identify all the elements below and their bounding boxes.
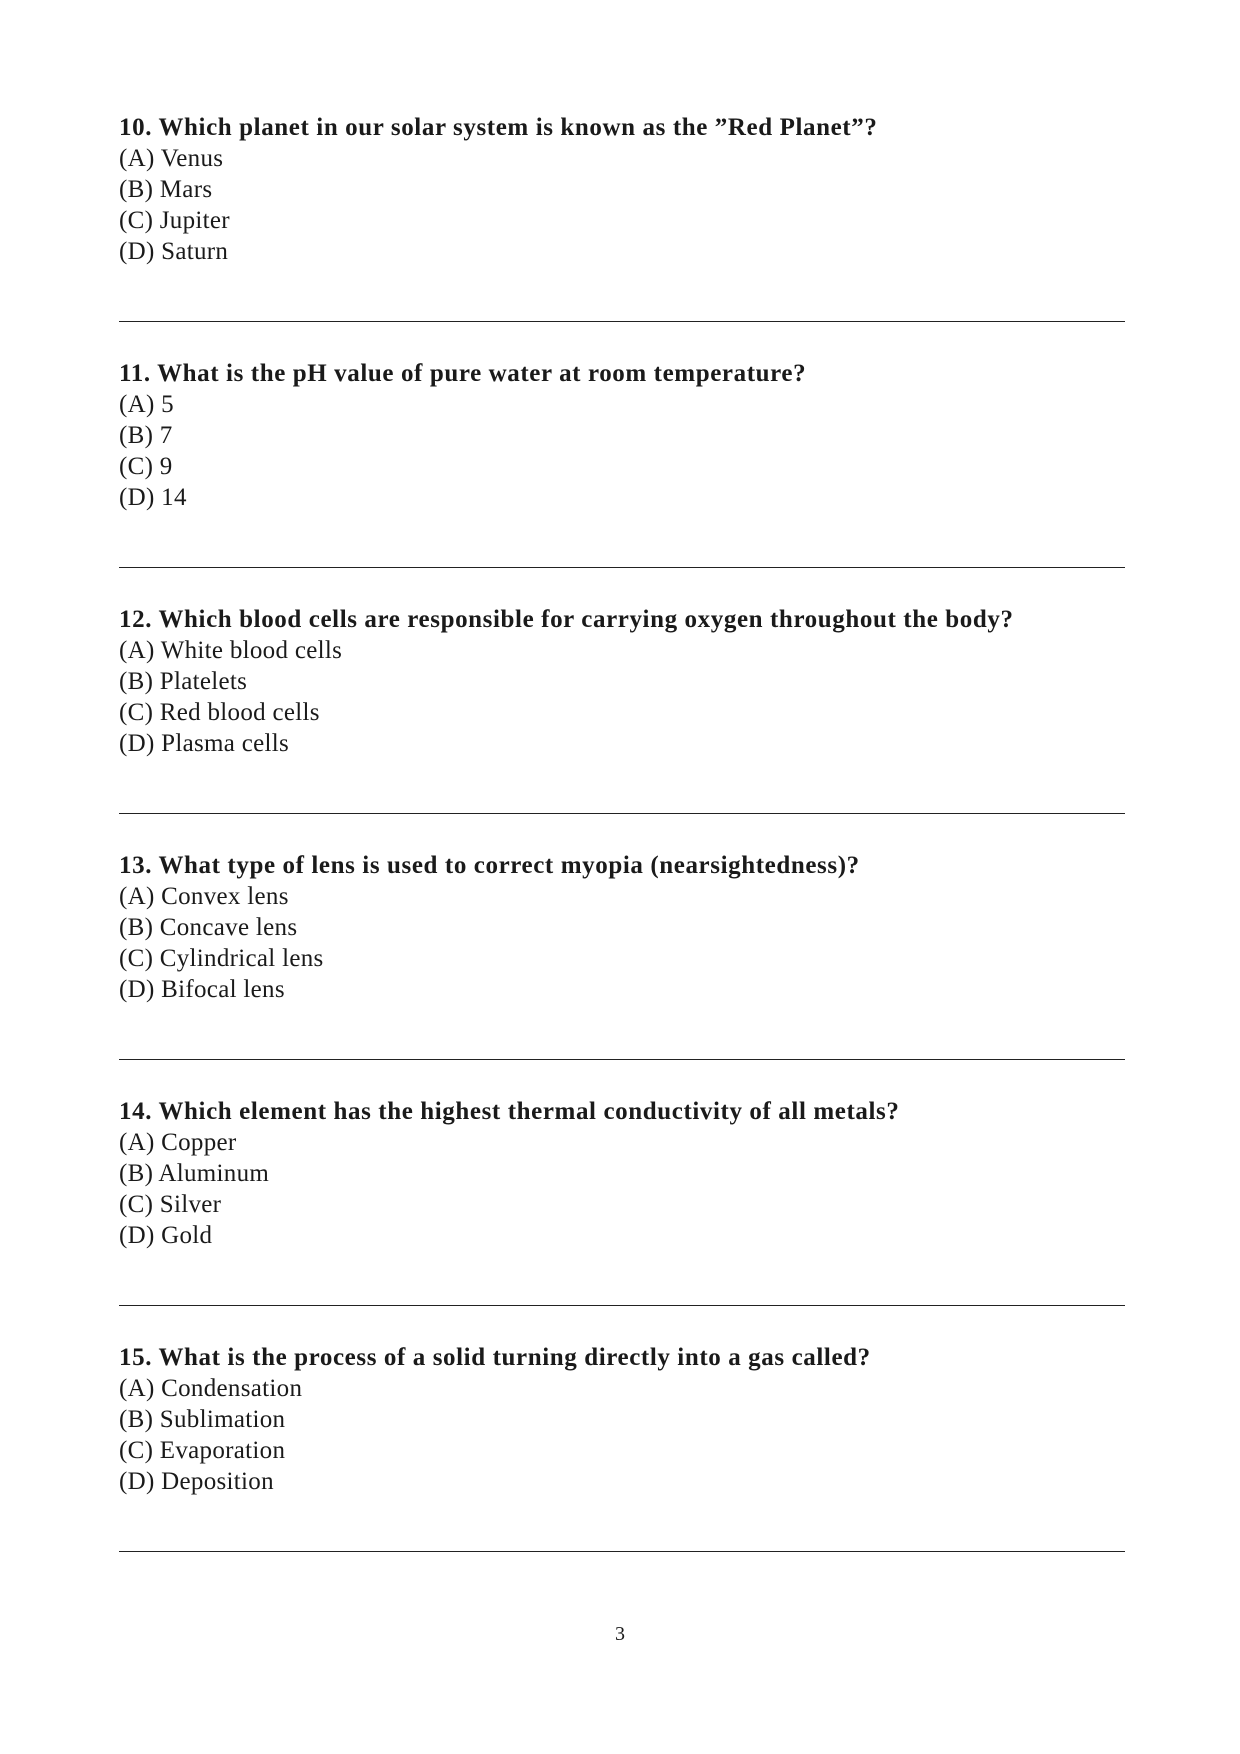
option-d: (D) Plasma cells <box>119 730 290 757</box>
option-b: (B) Mars <box>119 176 213 203</box>
divider <box>119 1059 1125 1060</box>
option-a: (A) Convex lens <box>119 883 289 910</box>
question-text: 10. Which planet in our solar system is known as the ”Red Planet”? <box>119 114 878 141</box>
divider <box>119 813 1125 814</box>
question-10 <box>119 112 1125 267</box>
option-d: (D) 14 <box>119 484 187 511</box>
option-d: (D) Deposition <box>119 1468 274 1495</box>
question-text: 11. What is the pH value of pure water at room temperature? <box>119 360 807 387</box>
option-b: (B) Aluminum <box>119 1160 270 1187</box>
option-c: (C) 9 <box>119 453 173 480</box>
option-a: (A) Condensation <box>119 1375 303 1402</box>
option-b: (B) Platelets <box>119 668 248 695</box>
question-15 <box>119 1342 1125 1497</box>
option-a: (A) White blood cells <box>119 637 343 664</box>
question-text: 13. What type of lens is used to correct myopia (nearsightedness)? <box>119 852 860 879</box>
question-text: 14. Which element has the highest thermal conductivity of all metals? <box>119 1098 900 1125</box>
option-b: (B) 7 <box>119 422 173 449</box>
option-c: (C) Silver <box>119 1191 222 1218</box>
question-14 <box>119 1096 1125 1251</box>
option-d: (D) Saturn <box>119 238 229 265</box>
divider <box>119 321 1125 322</box>
option-a: (A) 5 <box>119 391 174 418</box>
option-c: (C) Evaporation <box>119 1437 286 1464</box>
option-b: (B) Concave lens <box>119 914 298 941</box>
question-13 <box>119 850 1125 1005</box>
divider <box>119 1551 1125 1552</box>
option-c: (C) Cylindrical lens <box>119 945 324 972</box>
option-d: (D) Gold <box>119 1222 213 1249</box>
question-text: 15. What is the process of a solid turning directly into a gas called? <box>119 1344 871 1371</box>
option-a: (A) Copper <box>119 1129 237 1156</box>
option-c: (C) Jupiter <box>119 207 230 234</box>
page-number: 3 <box>615 1623 625 1645</box>
option-b: (B) Sublimation <box>119 1406 286 1433</box>
option-a: (A) Venus <box>119 145 224 172</box>
question-text: 12. Which blood cells are responsible for carrying oxygen throughout the body? <box>119 606 1014 633</box>
question-list <box>119 112 1125 1588</box>
question-12 <box>119 604 1125 759</box>
question-11 <box>119 358 1125 513</box>
divider <box>119 1305 1125 1306</box>
option-c: (C) Red blood cells <box>119 699 320 726</box>
divider <box>119 567 1125 568</box>
option-d: (D) Bifocal lens <box>119 976 285 1003</box>
